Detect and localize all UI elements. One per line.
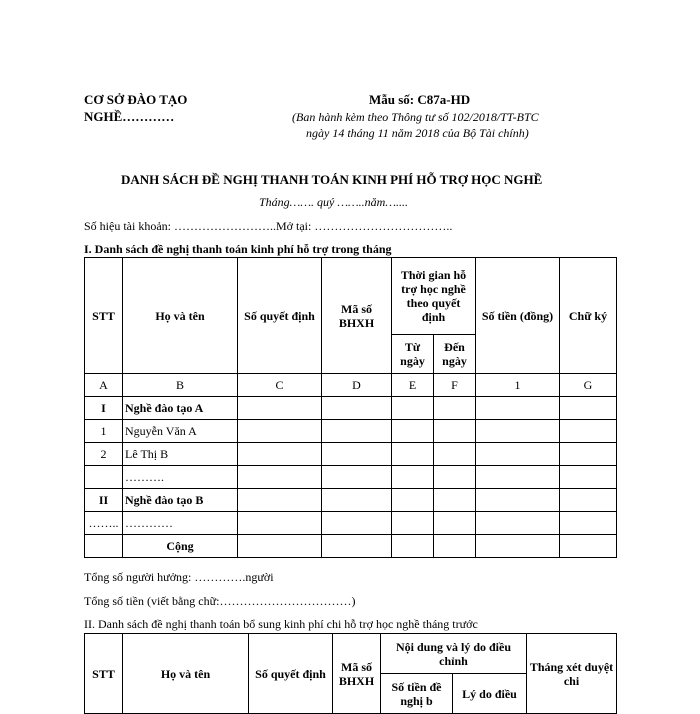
section-2-table (84, 633, 617, 714)
issued-line-1: (Ban hành kèm theo Thông tư số 102/2018/TT-BTC (292, 110, 539, 124)
row-stt (85, 466, 123, 489)
code-cell: C (238, 374, 322, 397)
header-to: Đến ngày (434, 335, 476, 374)
section-1-table (84, 257, 617, 558)
header-sign: Chữ ký (560, 258, 617, 374)
code-cell: A (85, 374, 123, 397)
total-label: Cộng (123, 535, 238, 558)
s2-header-amount: Số tiền đề nghị b (381, 674, 453, 714)
total-amount-words: Tổng số tiền (viết bằng chữ:……………………………) (84, 594, 356, 608)
s2-header-decision: Số quyết định (249, 634, 333, 714)
code-cell: G (560, 374, 617, 397)
table-row (85, 466, 617, 489)
header-period: Thời gian hỗ trợ học nghề theo quyết định (392, 258, 476, 335)
account-line: Số hiệu tài khoản: ……………………..Mở tại: …………………………….. (84, 219, 453, 233)
row-stt: 1 (85, 420, 123, 443)
s2-header-content: Nội dung và lý do điều chỉnh (381, 634, 527, 674)
code-cell: E (392, 374, 434, 397)
row-stt: II (85, 489, 123, 512)
table-row (85, 512, 617, 535)
header-bhxh: Mã số BHXH (322, 258, 392, 374)
code-row (85, 374, 617, 397)
s2-header-month: Tháng xét duyệt chi (527, 634, 617, 714)
table-row (85, 420, 617, 443)
row-name: ………. (123, 466, 238, 489)
period-line: Tháng……. quý ……..năm….... (259, 195, 409, 209)
row-name: Nghề đào tạo A (123, 397, 238, 420)
code-cell: F (434, 374, 476, 397)
code-cell: D (322, 374, 392, 397)
row-name: Lê Thị B (123, 443, 238, 466)
row-name: Nguyễn Văn A (123, 420, 238, 443)
document-title: DANH SÁCH ĐỀ NGHỊ THANH TOÁN KINH PHÍ HỖ TRỢ HỌC NGHỀ (121, 172, 543, 187)
header-from: Từ ngày (392, 335, 434, 374)
org-line-2: NGHỀ………… (84, 109, 175, 124)
header-decision: Số quyết định (238, 258, 322, 374)
section-2-heading: II. Danh sách đề nghị thanh toán bổ sung kinh phí chi hỗ trợ học nghề tháng trước (84, 617, 478, 631)
s2-header-name: Họ và tên (123, 634, 249, 714)
row-stt: I (85, 397, 123, 420)
total-row (85, 535, 617, 558)
total-beneficiaries: Tổng số người hưởng: ………….người (84, 570, 274, 584)
s2-header-bhxh: Mã số BHXH (333, 634, 381, 714)
table-row (85, 443, 617, 466)
row-stt: 2 (85, 443, 123, 466)
row-name: ………… (123, 512, 238, 535)
form-number: Mẫu số: C87a-HD (369, 92, 471, 107)
row-stt: …….. (85, 512, 123, 535)
header-amount: Số tiền (đồng) (476, 258, 560, 374)
header-stt: STT (85, 258, 123, 374)
table-row (85, 397, 617, 420)
code-cell: B (123, 374, 238, 397)
s2-header-reason: Lý do điều (453, 674, 527, 714)
issued-line-2: ngày 14 tháng 11 năm 2018 của Bộ Tài chính) (306, 126, 529, 140)
org-line-1: CƠ SỞ ĐÀO TẠO (84, 92, 188, 107)
header-name: Họ và tên (123, 258, 238, 374)
row-name: Nghề đào tạo B (123, 489, 238, 512)
s2-header-stt: STT (85, 634, 123, 714)
code-cell: 1 (476, 374, 560, 397)
section-1-heading: I. Danh sách đề nghị thanh toán kinh phí hỗ trợ trong tháng (84, 242, 392, 256)
table-row (85, 489, 617, 512)
